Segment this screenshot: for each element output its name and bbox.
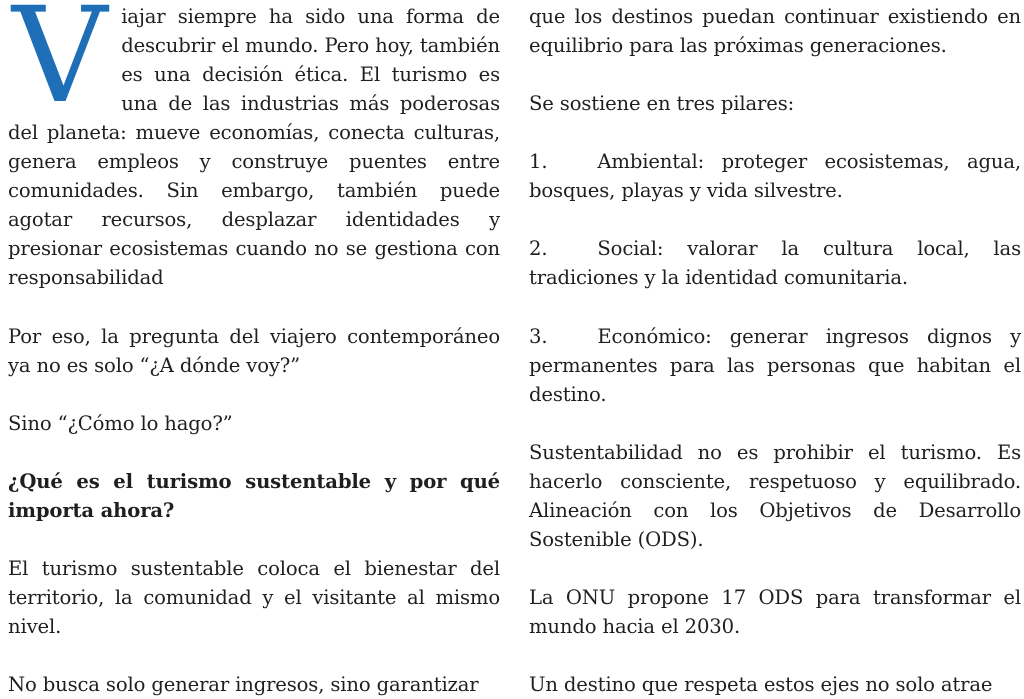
intro-paragraph: [8, 2, 500, 292]
pillar-number: 2.: [529, 237, 548, 260]
pillars-intro: Se sostiene en tres pilares:: [529, 92, 795, 115]
pillar-number: 3.: [529, 325, 548, 348]
pillar-text: Económico: generar ingresos dignos y permanentes para las personas que habitan el destino.: [529, 325, 1021, 406]
ods-paragraph: La ONU propone 17 ODS para transformar el mundo hacia el 2030.: [529, 586, 1021, 638]
destination-paragraph: Un destino que respeta estos ejes no solo atrae: [529, 673, 993, 696]
pillar-number: 1.: [529, 150, 548, 173]
pillar-text: Social: valorar la cultura local, las tradiciones y la identidad comunitaria.: [529, 237, 1021, 289]
continuation-paragraph: que los destinos puedan continuar existiendo en equilibrio para las próximas generaciones.: [529, 5, 1021, 57]
sustainability-paragraph: Sustentabilidad no es prohibir el turismo. Es hacerlo consciente, respetuoso y equilibrado. Alineación con los Objetivos de Desarrollo Sostenible (ODS).: [529, 441, 1021, 551]
drop-cap: V: [12, 0, 108, 133]
question-paragraph: Por eso, la pregunta del viajero contemporáneo ya no es solo “¿A dónde voy?”: [8, 325, 500, 377]
section-heading: ¿Qué es el turismo sustentable y por qué importa ahora?: [8, 470, 500, 522]
pillar-item: [529, 234, 1021, 292]
pillar-item: [529, 322, 1021, 409]
answer-paragraph: Sino “¿Cómo lo hago?”: [8, 412, 233, 435]
intro-text: iajar siempre ha sido una forma de descubrir el mundo. Pero hoy, también es una decisión ética. El turismo es una de las industrias más poderosas del planeta: mueve economías, conecta culturas, genera empleos y construye puentes entre comunidades. Sin embargo, también puede agotar recursos, desplazar identidades y presionar ecosistemas cuando no se gestiona con responsabilidad: [8, 5, 500, 289]
pillar-item: [529, 147, 1021, 205]
purpose-paragraph: No busca solo generar ingresos, sino garantizar: [8, 673, 479, 696]
definition-paragraph: El turismo sustentable coloca el bienestar del territorio, la comunidad y el visitante al mismo nivel.: [8, 557, 500, 638]
pillar-text: Ambiental: proteger ecosistemas, agua, bosques, playas y vida silvestre.: [529, 150, 1021, 202]
